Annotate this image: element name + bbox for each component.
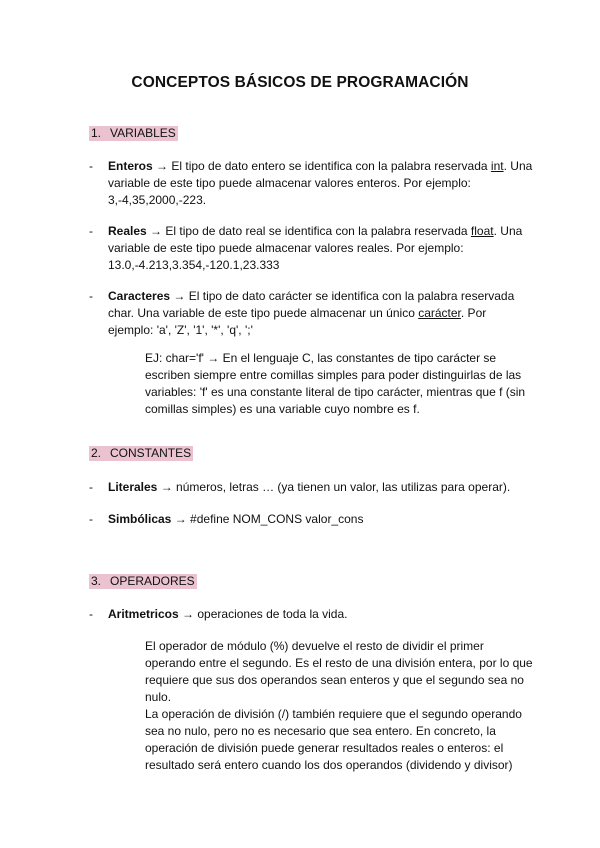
section-number: 2. <box>91 446 102 460</box>
arrow-icon: → <box>150 224 163 238</box>
list-item-reales <box>89 223 534 274</box>
modulo-paragraph: El operador de módulo (%) devuelve el resto de dividir el primer operando entre el segundo. Es el resto de una división entera, por lo que requiere que sus dos operandos sean enteros y que el segundo sea no nulo. <box>145 639 533 704</box>
list-dash: - <box>89 607 93 621</box>
item-text: El tipo de dato entero se identifica con la palabra reservada <box>171 159 491 173</box>
item-text: números, letras … (ya tienen un valor, las utilizas para operar). <box>176 480 511 494</box>
list-dash: - <box>89 512 93 526</box>
list-item-caracteres <box>89 288 534 339</box>
list-item-enteros <box>89 158 534 209</box>
list-dash: - <box>89 224 93 238</box>
section-label: CONSTANTES <box>110 446 192 460</box>
list-item-aritmetricos <box>89 606 534 623</box>
section-number: 1. <box>91 126 102 140</box>
list-item-simbolicas <box>89 511 534 528</box>
item-text-rest: . Una variable de este tipo puede almacenar valores enteros. Por ejemplo: 3,-4,35,2000,-223. <box>108 159 533 207</box>
item-text: #define NOM_CONS valor_cons <box>190 512 364 526</box>
term-label: Enteros <box>108 159 153 173</box>
section-heading-constantes <box>89 446 193 461</box>
term-label: Literales <box>108 480 158 494</box>
item-text: operaciones de toda la vida. <box>197 607 348 621</box>
section-label: VARIABLES <box>110 126 176 140</box>
section-heading-variables <box>89 126 178 141</box>
list-item-literales <box>89 479 534 496</box>
division-paragraph: La operación de división (/) también requiere que el segundo operando sea no nulo, pero no es necesario que sea entero. En concreto, la operación de división puede generar resultados reales o enteros: el resultado será entero cuando los dos operandos (dividendo y divisor) <box>145 707 522 772</box>
keyword: carácter <box>418 306 461 320</box>
keyword: float <box>470 224 494 238</box>
arrow-icon: → <box>173 289 186 303</box>
term-label: Reales <box>108 224 147 238</box>
arrow-icon: → <box>174 512 187 526</box>
term-label: Aritmetricos <box>108 607 179 621</box>
item-text: El tipo de dato carácter se identifica con la palabra reservada char. Una variable de este tipo puede almacenar un único <box>108 289 515 320</box>
arrow-icon: → <box>156 159 169 173</box>
list-dash: - <box>89 480 93 494</box>
item-text: El tipo de dato real se identifica con la palabra reservada <box>165 224 471 238</box>
page-title: CONCEPTOS BÁSICOS DE PROGRAMACIÓN <box>131 74 469 91</box>
term-label: Simbólicas <box>108 512 172 526</box>
list-dash: - <box>89 159 93 173</box>
arrow-icon: → <box>160 480 173 494</box>
section-heading-operadores <box>89 574 197 589</box>
keyword: int <box>490 159 504 173</box>
list-dash: - <box>89 289 93 303</box>
item-text-rest: . Una variable de este tipo puede almacenar valores reales. Por ejemplo: 13.0,-4.213,3.354,-120.1,23.333 <box>108 224 523 272</box>
term-label: Caracteres <box>108 289 171 303</box>
section-number: 3. <box>91 574 102 588</box>
item-text-rest: . Por ejemplo: 'a', 'Z', '1', '*', 'q', ';' <box>108 306 487 337</box>
example-paragraph: EJ: char='f' → En el lenguaje C, las constantes de tipo carácter se escriben siempre entre comillas simples para poder distinguirlas de las variables: 'f' es una constante literal de tipo carácter, mientras que f (sin comillas simples) es una variable cuyo nombre es f. <box>145 351 526 416</box>
arrow-icon: → <box>182 607 195 621</box>
section-label: OPERADORES <box>110 574 195 588</box>
